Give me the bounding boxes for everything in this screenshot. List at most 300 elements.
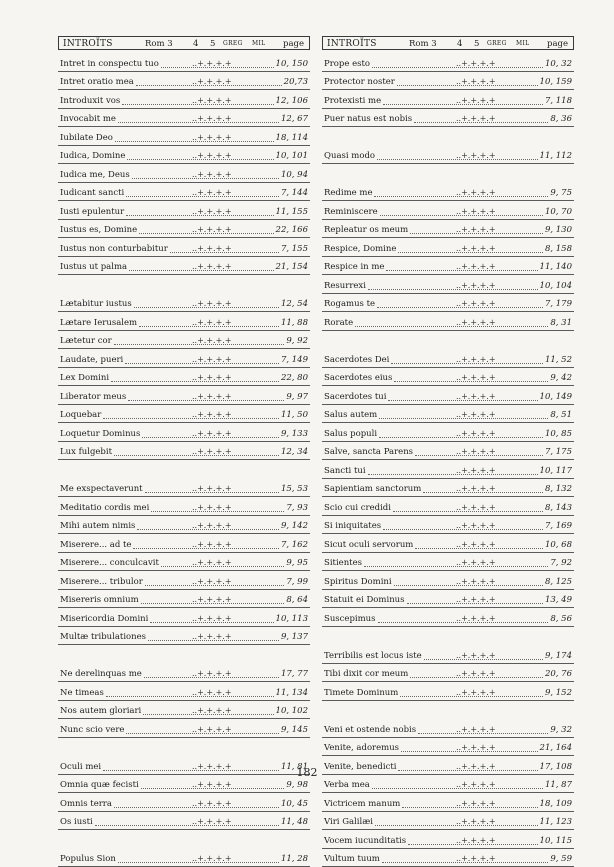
header-mil: MIL [252, 37, 265, 51]
entry-name: Sacerdotes Dei [324, 354, 389, 366]
entry-name: Statuit ei Dominus [324, 594, 405, 606]
entry-name: Quasi modo [324, 150, 375, 162]
entry-marks: ..+.+.+.+ [192, 428, 232, 440]
entry-marks: ..+.+.+.+ [456, 280, 496, 292]
entry-page: 9, 152 [545, 687, 572, 699]
entry-name: Suscepimus [324, 613, 376, 625]
entry-name: Salus autem [324, 409, 377, 421]
entry-marks: ..+.+.+.+ [456, 261, 496, 273]
entry-page: 9, 32 [550, 724, 572, 736]
index-entry [322, 645, 574, 664]
header-title: INTROÏTS [63, 37, 113, 51]
entry-page: 7, 99 [286, 576, 308, 588]
index-entry [58, 812, 310, 831]
entry-name: Miserere... ad te [60, 539, 131, 551]
entry-page: 13, 49 [545, 594, 572, 606]
entry-marks: ..+.+.+.+ [192, 520, 232, 532]
index-entry [58, 423, 310, 442]
header-mil: MIL [516, 37, 529, 51]
entry-page: 22, 80 [281, 372, 308, 384]
index-entry [322, 183, 574, 202]
index-entry [322, 812, 574, 831]
index-entry [58, 516, 310, 535]
index-entry [58, 571, 310, 590]
index-entry [322, 479, 574, 498]
entry-marks: ..+.+.+.+ [456, 187, 496, 199]
entry-page: 7, 162 [281, 539, 308, 551]
entry-page: 10, 45 [281, 798, 308, 810]
entry-name: Introduxit vos [60, 95, 120, 107]
index-entry [322, 719, 574, 738]
entry-page: 12, 54 [281, 298, 308, 310]
column-header [58, 36, 310, 50]
entry-name: Scio cui credidi [324, 502, 391, 514]
index-entry [58, 590, 310, 609]
index-entry [322, 608, 574, 627]
index-entry [58, 793, 310, 812]
entry-page: 7, 144 [281, 187, 308, 199]
header-page: page [547, 37, 568, 51]
entry-name: Iustus es, Domine [60, 224, 137, 236]
entry-marks: ..+.+.+.+ [456, 150, 496, 162]
entry-page: 11, 112 [540, 150, 572, 162]
entry-name: Loquetur Dominus [60, 428, 140, 440]
header-greg: GREG [223, 37, 243, 51]
entry-page: 8, 143 [545, 502, 572, 514]
index-entry [58, 294, 310, 313]
index-entry [322, 405, 574, 424]
entry-name: Rorate [324, 317, 353, 329]
entry-page: 20, 76 [545, 668, 572, 680]
column-header [322, 36, 574, 50]
entry-page: 9, 137 [281, 631, 308, 643]
index-entry [58, 220, 310, 239]
entry-page: 9, 75 [550, 187, 572, 199]
entry-page: 11, 123 [540, 816, 572, 828]
entry-page: 11, 88 [281, 317, 308, 329]
entry-marks: ..+.+.+.+ [192, 409, 232, 421]
entry-marks: ..+.+.+.+ [456, 224, 496, 236]
entry-page: 11, 134 [276, 687, 308, 699]
entry-page: 9, 98 [286, 779, 308, 791]
entry-page: 11, 155 [276, 206, 308, 218]
entry-marks: ..+.+.+.+ [456, 576, 496, 588]
index-entry [58, 312, 310, 331]
entry-marks: ..+.+.+.+ [192, 668, 232, 680]
index-entry [322, 90, 574, 109]
entry-name: Iudica, Domine [60, 150, 125, 162]
entry-marks: ..+.+.+.+ [192, 816, 232, 828]
entry-name: Iudicant sancti [60, 187, 124, 199]
index-entry [58, 201, 310, 220]
entry-marks: ..+.+.+.+ [456, 687, 496, 699]
entry-name: Timete Dominum [324, 687, 398, 699]
entry-marks: ..+.+.+.+ [192, 261, 232, 273]
entry-page: 10, 159 [540, 76, 572, 88]
index-entry [58, 701, 310, 720]
entry-page: 9, 145 [281, 724, 308, 736]
entry-name: Victricem manum [324, 798, 400, 810]
index-entry [322, 460, 574, 479]
entry-name: Os iusti [60, 816, 93, 828]
entry-marks: ..+.+.+.+ [192, 502, 232, 514]
entry-name: Resurrexi [324, 280, 366, 292]
entry-marks: ..+.+.+.+ [192, 705, 232, 717]
index-entry [58, 53, 310, 72]
spacer-row [58, 738, 310, 757]
entry-marks: ..+.+.+.+ [456, 113, 496, 125]
entry-name: Oculi mei [60, 761, 101, 773]
entry-marks: ..+.+.+.+ [456, 779, 496, 791]
entry-marks: ..+.+.+.+ [192, 206, 232, 218]
index-entry [322, 275, 574, 294]
entry-marks: ..+.+.+.+ [192, 779, 232, 791]
header-rom: Rom 3 [409, 37, 437, 51]
entry-page: 10, 149 [540, 391, 572, 403]
entry-name: Sapientiam sanctorum [324, 483, 421, 495]
index-entry [58, 608, 310, 627]
index-entry [58, 238, 310, 257]
index-entry [58, 664, 310, 683]
entry-marks: ..+.+.+.+ [192, 224, 232, 236]
entry-marks: ..+.+.+.+ [192, 798, 232, 810]
entry-page: 8, 36 [550, 113, 572, 125]
index-entry [58, 479, 310, 498]
entry-page: 9, 42 [550, 372, 572, 384]
index-entry [322, 220, 574, 239]
entry-marks: ..+.+.+.+ [456, 502, 496, 514]
index-entry [322, 442, 574, 461]
entry-page: 10, 94 [281, 169, 308, 181]
entry-marks: ..+.+.+.+ [192, 557, 232, 569]
dot-leader [368, 289, 538, 290]
entry-marks: ..+.+.+.+ [456, 483, 496, 495]
index-entry [58, 386, 310, 405]
entry-marks: ..+.+.+.+ [456, 206, 496, 218]
entry-page: 10, 117 [540, 465, 572, 477]
index-entry [58, 553, 310, 572]
entry-name: Verba mea [324, 779, 370, 791]
header-greg: GREG [487, 37, 507, 51]
entry-page: 7, 93 [286, 502, 308, 514]
entry-name: Protexisti me [324, 95, 381, 107]
entry-page: 9, 133 [281, 428, 308, 440]
index-entry [322, 386, 574, 405]
entry-name: Nos autem gloriari [60, 705, 141, 717]
entry-name: Sitientes [324, 557, 362, 569]
entry-page: 11, 140 [540, 261, 572, 273]
entry-name: Iustus non conturbabitur [60, 243, 168, 255]
entry-name: Iudica me, Deus [60, 169, 130, 181]
entry-marks: ..+.+.+.+ [456, 372, 496, 384]
dot-leader [103, 418, 279, 419]
entry-marks: ..+.+.+.+ [192, 483, 232, 495]
entry-name: Lex Domini [60, 372, 109, 384]
entry-name: Vultum tuum [324, 853, 380, 865]
index-entry [322, 849, 574, 867]
entry-name: Sicut oculi servorum [324, 539, 413, 551]
entry-page: 12, 106 [276, 95, 308, 107]
index-entry [322, 590, 574, 609]
index-entry [322, 109, 574, 128]
entry-marks: ..+.+.+.+ [456, 816, 496, 828]
entry-name: Misericordia Domini [60, 613, 148, 625]
index-entry [322, 72, 574, 91]
entry-marks: ..+.+.+.+ [456, 594, 496, 606]
entry-marks: ..+.+.+.+ [192, 724, 232, 736]
entry-page: 7, 118 [545, 95, 572, 107]
entry-name: Respice, Domine [324, 243, 396, 255]
index-entry [322, 238, 574, 257]
index-entry [322, 312, 574, 331]
entry-marks: ..+.+.+.+ [456, 354, 496, 366]
entry-marks: ..+.+.+.+ [456, 465, 496, 477]
entry-marks: ..+.+.+.+ [456, 798, 496, 810]
entry-page: 7, 169 [545, 520, 572, 532]
index-entry [58, 497, 310, 516]
entry-page: 11, 87 [545, 779, 572, 791]
entry-name: Me exspectaverunt [60, 483, 143, 495]
spacer-row [322, 127, 574, 146]
header-col4: 4 [193, 37, 198, 51]
index-entry [58, 331, 310, 350]
entry-name: Repleatur os meum [324, 224, 408, 236]
entry-name: Lætetur cor [60, 335, 112, 347]
entry-page: 17, 77 [281, 668, 308, 680]
entry-name: Misereris omnium [60, 594, 139, 606]
spacer-row [322, 331, 574, 350]
index-entry [322, 830, 574, 849]
index-entry [58, 849, 310, 867]
spacer-row [322, 627, 574, 646]
entry-name: Viri Galilæi [324, 816, 373, 828]
entry-name: Iustus ut palma [60, 261, 127, 273]
entry-marks: ..+.+.+.+ [456, 298, 496, 310]
entry-marks: ..+.+.+.+ [456, 539, 496, 551]
entry-name: Sancti tui [324, 465, 366, 477]
index-entry [322, 571, 574, 590]
entry-marks: ..+.+.+.+ [192, 446, 232, 458]
index-entry [322, 738, 574, 757]
entry-page: 11, 81 [281, 761, 308, 773]
entry-page: 22, 166 [276, 224, 308, 236]
entry-page: 9, 95 [286, 557, 308, 569]
dot-leader [106, 696, 274, 697]
header-col5: 5 [474, 37, 479, 51]
entry-page: 10, 32 [545, 58, 572, 70]
index-entry [58, 146, 310, 165]
entry-page: 8, 56 [550, 613, 572, 625]
index-entry [322, 664, 574, 683]
entry-name: Reminiscere [324, 206, 378, 218]
entry-page: 11, 50 [281, 409, 308, 421]
entry-name: Respice in me [324, 261, 384, 273]
page-number: 182 [0, 766, 614, 779]
entry-page: 10, 115 [540, 835, 572, 847]
entry-name: Redime me [324, 187, 372, 199]
header-page: page [283, 37, 304, 51]
entry-name: Lætare Ierusalem [60, 317, 137, 329]
entry-name: Iubilate Deo [60, 132, 113, 144]
entry-marks: ..+.+.+.+ [456, 724, 496, 736]
index-entry [58, 349, 310, 368]
entry-name: Nunc scio vere [60, 724, 124, 736]
index-entry [322, 497, 574, 516]
entry-name: Liberator meus [60, 391, 126, 403]
entry-name: Ne timeas [60, 687, 104, 699]
entry-page: 8, 51 [550, 409, 572, 421]
index-entry [58, 405, 310, 424]
entry-name: Terribilis est locus iste [324, 650, 422, 662]
entry-marks: ..+.+.+.+ [192, 76, 232, 88]
index-entry [58, 127, 310, 146]
entry-marks: ..+.+.+.+ [456, 76, 496, 88]
entry-name: Miserere... conculcavit [60, 557, 159, 569]
entry-marks: ..+.+.+.+ [456, 613, 496, 625]
entry-page: 18, 114 [276, 132, 308, 144]
header-title: INTROÏTS [327, 37, 377, 51]
entry-name: Ne derelinquas me [60, 668, 142, 680]
index-entry [322, 534, 574, 553]
entry-name: Venite, adoremus [324, 742, 399, 754]
index-entry [58, 164, 310, 183]
entry-marks: ..+.+.+.+ [456, 557, 496, 569]
entry-marks: ..+.+.+.+ [192, 58, 232, 70]
entry-page: 10, 70 [545, 206, 572, 218]
entry-page: 10, 102 [276, 705, 308, 717]
entry-page: 9, 97 [286, 391, 308, 403]
left-column [58, 36, 310, 867]
entry-name: Lux fulgebit [60, 446, 112, 458]
entry-marks: ..+.+.+.+ [456, 428, 496, 440]
entry-name: Puer natus est nobis [324, 113, 412, 125]
entry-page: 8, 158 [545, 243, 572, 255]
index-entry [58, 368, 310, 387]
entry-marks: ..+.+.+.+ [456, 58, 496, 70]
entry-name: Mihi autem nimis [60, 520, 135, 532]
entry-name: Populus Sion [60, 853, 116, 865]
entry-name: Iusti epulentur [60, 206, 124, 218]
header-col5: 5 [210, 37, 215, 51]
entry-marks: ..+.+.+.+ [192, 761, 232, 773]
entry-name: Protector noster [324, 76, 395, 88]
index-entry [58, 682, 310, 701]
entry-page: 8, 31 [550, 317, 572, 329]
dot-leader [355, 326, 548, 327]
entry-marks: ..+.+.+.+ [192, 576, 232, 588]
entry-page: 7, 179 [545, 298, 572, 310]
entry-page: 9, 130 [545, 224, 572, 236]
index-entry [322, 553, 574, 572]
index-entry [322, 368, 574, 387]
entry-name: Vocem iucunditatis [324, 835, 406, 847]
index-entry [58, 442, 310, 461]
entry-page: 11, 52 [545, 354, 572, 366]
entry-page: 9, 92 [286, 335, 308, 347]
index-entry [322, 793, 574, 812]
entry-name: Meditatio cordis mei [60, 502, 149, 514]
index-entry [322, 516, 574, 535]
entry-marks: ..+.+.+.+ [192, 187, 232, 199]
index-entry [322, 201, 574, 220]
entry-marks: ..+.+.+.+ [192, 354, 232, 366]
entry-marks: ..+.+.+.+ [456, 409, 496, 421]
entry-name: Laudate, pueri [60, 354, 123, 366]
entry-name: Sacerdotes tui [324, 391, 386, 403]
index-entry [58, 90, 310, 109]
entry-name: Spiritus Domini [324, 576, 392, 588]
entry-marks: ..+.+.+.+ [456, 650, 496, 662]
entry-marks: ..+.+.+.+ [456, 742, 496, 754]
entry-page: 9, 174 [545, 650, 572, 662]
entry-marks: ..+.+.+.+ [456, 317, 496, 329]
entry-marks: ..+.+.+.+ [192, 853, 232, 865]
entry-name: Salus populi [324, 428, 377, 440]
index-entry [58, 719, 310, 738]
entry-page: 7, 149 [281, 354, 308, 366]
index-entry [58, 534, 310, 553]
entry-marks: ..+.+.+.+ [192, 150, 232, 162]
entry-page: 8, 125 [545, 576, 572, 588]
entry-marks: ..+.+.+.+ [456, 391, 496, 403]
right-rows [322, 53, 574, 867]
entry-name: Si iniquitates [324, 520, 381, 532]
entry-name: Invocabit me [60, 113, 116, 125]
index-entry [58, 109, 310, 128]
index-entry [58, 183, 310, 202]
entry-marks: ..+.+.+.+ [192, 335, 232, 347]
index-entry [322, 146, 574, 165]
index-entry [322, 682, 574, 701]
entry-marks: ..+.+.+.+ [192, 317, 232, 329]
entry-name: Omnia quæ fecisti [60, 779, 139, 791]
index-entry [322, 294, 574, 313]
entry-marks: ..+.+.+.+ [192, 113, 232, 125]
entry-name: Multæ tribulationes [60, 631, 146, 643]
entry-name: Veni et ostende nobis [324, 724, 416, 736]
entry-name: Tibi dixit cor meum [324, 668, 408, 680]
entry-name: Salve, sancta Parens [324, 446, 413, 458]
entry-name: Intret in conspectu tuo [60, 58, 159, 70]
entry-marks: ..+.+.+.+ [192, 372, 232, 384]
entry-name: Omnis terra [60, 798, 112, 810]
entry-page: 8, 132 [545, 483, 572, 495]
entry-marks: ..+.+.+.+ [192, 613, 232, 625]
index-entry [322, 257, 574, 276]
entry-marks: ..+.+.+.+ [192, 95, 232, 107]
entry-name: Miserere... tribulor [60, 576, 143, 588]
index-entry [58, 72, 310, 91]
entry-marks: ..+.+.+.+ [456, 853, 496, 865]
entry-page: 9, 59 [550, 853, 572, 865]
entry-page: 10, 68 [545, 539, 572, 551]
entry-marks: ..+.+.+.+ [192, 169, 232, 181]
dot-leader [95, 825, 279, 826]
entry-name: Loquebar [60, 409, 101, 421]
spacer-row [58, 460, 310, 479]
entry-marks: ..+.+.+.+ [456, 446, 496, 458]
spacer-row [322, 701, 574, 720]
entry-page: 20,73 [284, 76, 308, 88]
left-rows [58, 53, 310, 867]
entry-name: Sacerdotes eius [324, 372, 392, 384]
entry-marks: ..+.+.+.+ [456, 95, 496, 107]
entry-page: 11, 28 [281, 853, 308, 865]
entry-page: 10, 85 [545, 428, 572, 440]
entry-marks: ..+.+.+.+ [192, 631, 232, 643]
entry-name: Prope esto [324, 58, 370, 70]
entry-marks: ..+.+.+.+ [456, 761, 496, 773]
